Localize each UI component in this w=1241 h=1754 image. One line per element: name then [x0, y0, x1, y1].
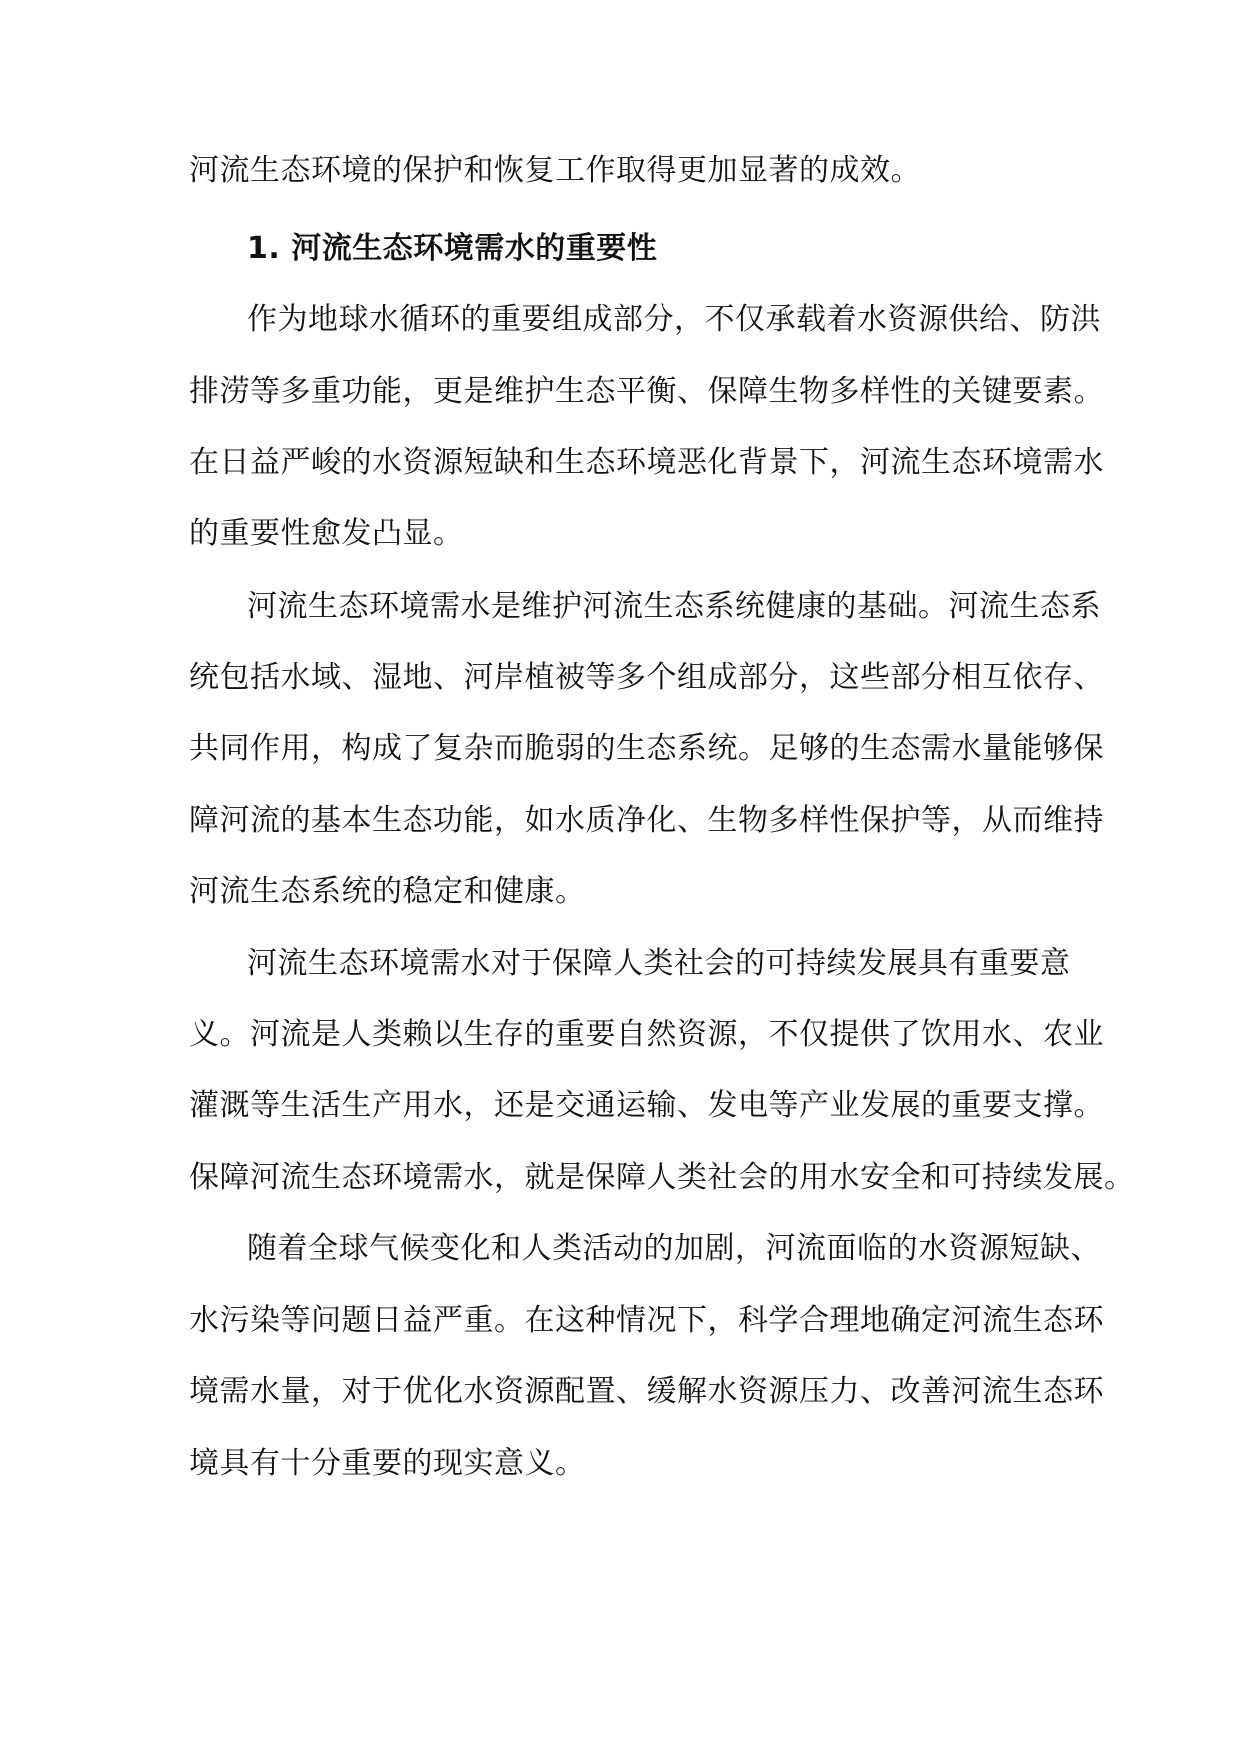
- paragraph-2-line-2: 统包括水域、湿地、河岸植被等多个组成部分，这些部分相互依存、: [189, 660, 1104, 695]
- paragraph-continuation-line: 河流生态环境的保护和恢复工作取得更加显著的成效。: [189, 153, 921, 188]
- paragraph-4-line-1: 随着全球气候变化和人类活动的加剧，河流面临的水资源短缺、: [247, 1231, 1101, 1266]
- paragraph-2-line-3: 共同作用，构成了复杂而脆弱的生态系统。足够的生态需水量能够保: [189, 731, 1104, 766]
- paragraph-4-line-4: 境具有十分重要的现实意义。: [189, 1446, 586, 1481]
- paragraph-1-line-1: 作为地球水循环的重要组成部分，不仅承载着水资源供给、防洪: [247, 302, 1101, 337]
- paragraph-3-line-1: 河流生态环境需水对于保障人类社会的可持续发展具有重要意: [247, 946, 1071, 981]
- paragraph-1-line-3: 在日益严峻的水资源短缺和生态环境恶化背景下，河流生态环境需水: [189, 445, 1104, 480]
- paragraph-3-line-2: 义。河流是人类赖以生存的重要自然资源，不仅提供了饮用水、农业: [189, 1017, 1104, 1052]
- paragraph-3-line-4: 保障河流生态环境需水，就是保障人类社会的用水安全和可持续发展。: [189, 1160, 1135, 1195]
- section-heading: 1. 河流生态环境需水的重要性: [247, 231, 658, 266]
- paragraph-4-line-3: 境需水量，对于优化水资源配置、缓解水资源压力、改善河流生态环: [189, 1374, 1104, 1409]
- paragraph-1-line-2: 排涝等多重功能，更是维护生态平衡、保障生物多样性的关键要素。: [189, 374, 1104, 409]
- paragraph-2-line-5: 河流生态系统的稳定和健康。: [189, 874, 586, 909]
- paragraph-2-line-1: 河流生态环境需水是维护河流生态系统健康的基础。河流生态系: [247, 589, 1101, 624]
- paragraph-3-line-3: 灌溉等生活生产用水，还是交通运输、发电等产业发展的重要支撑。: [189, 1088, 1104, 1123]
- paragraph-2-line-4: 障河流的基本生态功能，如水质净化、生物多样性保护等，从而维持: [189, 803, 1104, 838]
- paragraph-1-line-4: 的重要性愈发凸显。: [189, 516, 464, 551]
- paragraph-4-line-2: 水污染等问题日益严重。在这种情况下，科学合理地确定河流生态环: [189, 1303, 1104, 1338]
